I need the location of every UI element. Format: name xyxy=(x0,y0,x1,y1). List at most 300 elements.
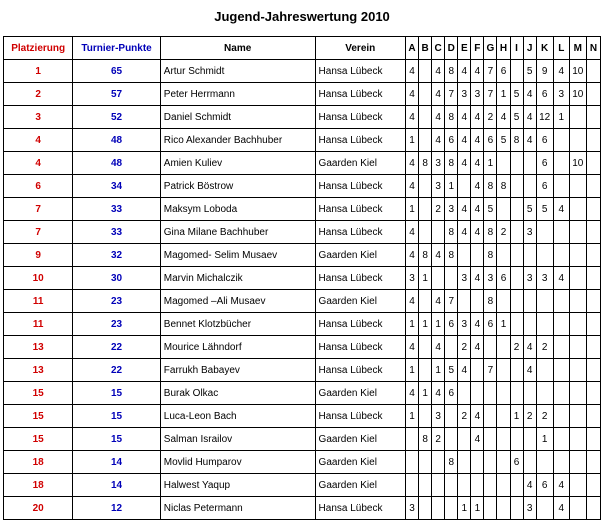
score-cell xyxy=(484,382,497,405)
score-cell xyxy=(569,244,586,267)
score-cell xyxy=(419,129,432,152)
score-cell: 4 xyxy=(432,83,445,106)
score-cell: 4 xyxy=(523,474,536,497)
score-cell: 4 xyxy=(406,382,419,405)
name-cell: Magomed –Ali Musaev xyxy=(160,290,315,313)
name-cell: Amien Kuliev xyxy=(160,152,315,175)
score-cell xyxy=(445,474,458,497)
score-cell: 4 xyxy=(497,106,510,129)
score-cell xyxy=(523,152,536,175)
score-cell xyxy=(553,221,569,244)
score-cell xyxy=(458,428,471,451)
score-cell xyxy=(536,290,553,313)
score-cell: 2 xyxy=(523,405,536,428)
club-cell: Gaarden Kiel xyxy=(315,152,405,175)
score-cell: 4 xyxy=(471,60,484,83)
rank-cell: 11 xyxy=(4,290,73,313)
score-cell: 10 xyxy=(569,152,586,175)
score-cell: 5 xyxy=(536,198,553,221)
score-cell xyxy=(569,198,586,221)
score-cell xyxy=(553,129,569,152)
name-cell: Patrick Böstrow xyxy=(160,175,315,198)
score-cell xyxy=(586,359,600,382)
score-cell xyxy=(586,382,600,405)
score-cell: 4 xyxy=(406,290,419,313)
score-cell: 3 xyxy=(536,267,553,290)
points-cell: 57 xyxy=(73,83,160,106)
score-cell: 8 xyxy=(419,428,432,451)
score-cell: 2 xyxy=(432,198,445,221)
header-name: Name xyxy=(160,37,315,60)
score-cell xyxy=(419,198,432,221)
header-game: E xyxy=(458,37,471,60)
score-cell xyxy=(586,497,600,520)
score-cell xyxy=(523,382,536,405)
table-row xyxy=(4,221,601,244)
score-cell: 8 xyxy=(484,221,497,244)
score-cell: 1 xyxy=(406,405,419,428)
score-cell xyxy=(510,474,523,497)
club-cell: Hansa Lübeck xyxy=(315,60,405,83)
score-cell: 6 xyxy=(536,83,553,106)
score-cell xyxy=(553,382,569,405)
score-cell: 1 xyxy=(432,313,445,336)
score-cell xyxy=(553,244,569,267)
points-cell: 33 xyxy=(73,221,160,244)
score-cell: 10 xyxy=(569,83,586,106)
score-cell xyxy=(586,405,600,428)
score-cell: 6 xyxy=(536,129,553,152)
score-cell: 7 xyxy=(484,60,497,83)
score-cell: 3 xyxy=(406,267,419,290)
score-cell xyxy=(523,244,536,267)
club-cell: Hansa Lübeck xyxy=(315,313,405,336)
score-cell xyxy=(586,221,600,244)
score-cell xyxy=(586,106,600,129)
name-cell: Luca-Leon Bach xyxy=(160,405,315,428)
score-cell: 8 xyxy=(497,175,510,198)
score-cell xyxy=(497,244,510,267)
score-cell xyxy=(419,175,432,198)
score-cell xyxy=(553,152,569,175)
table-row xyxy=(4,428,601,451)
name-cell: Niclas Petermann xyxy=(160,497,315,520)
score-cell: 12 xyxy=(536,106,553,129)
points-cell: 14 xyxy=(73,451,160,474)
score-cell xyxy=(445,336,458,359)
score-cell: 4 xyxy=(458,106,471,129)
score-cell xyxy=(569,290,586,313)
score-cell xyxy=(432,267,445,290)
rank-cell: 20 xyxy=(4,497,73,520)
score-cell: 2 xyxy=(536,336,553,359)
score-cell: 1 xyxy=(471,497,484,520)
club-cell: Gaarden Kiel xyxy=(315,451,405,474)
score-cell xyxy=(569,267,586,290)
score-cell xyxy=(432,451,445,474)
score-cell: 4 xyxy=(458,359,471,382)
score-cell: 8 xyxy=(484,290,497,313)
score-cell xyxy=(586,428,600,451)
score-cell xyxy=(471,359,484,382)
score-cell xyxy=(586,198,600,221)
score-cell xyxy=(432,474,445,497)
rank-cell: 18 xyxy=(4,451,73,474)
score-cell: 1 xyxy=(497,83,510,106)
score-cell: 4 xyxy=(553,497,569,520)
score-cell: 2 xyxy=(432,428,445,451)
score-cell: 4 xyxy=(471,221,484,244)
score-cell: 4 xyxy=(553,60,569,83)
score-cell xyxy=(586,60,600,83)
club-cell: Hansa Lübeck xyxy=(315,129,405,152)
score-cell xyxy=(419,336,432,359)
score-cell xyxy=(458,451,471,474)
score-cell xyxy=(586,244,600,267)
table-row xyxy=(4,83,601,106)
score-cell: 5 xyxy=(510,83,523,106)
score-cell: 8 xyxy=(445,244,458,267)
score-cell: 3 xyxy=(432,152,445,175)
score-cell xyxy=(406,428,419,451)
score-cell xyxy=(569,175,586,198)
score-cell: 4 xyxy=(406,106,419,129)
score-cell xyxy=(586,129,600,152)
score-cell xyxy=(484,428,497,451)
score-cell: 1 xyxy=(419,313,432,336)
points-cell: 32 xyxy=(73,244,160,267)
score-cell: 4 xyxy=(523,129,536,152)
score-cell: 4 xyxy=(553,267,569,290)
name-cell: Gina Milane Bachhuber xyxy=(160,221,315,244)
score-cell xyxy=(569,106,586,129)
table-row xyxy=(4,497,601,520)
score-cell xyxy=(510,428,523,451)
score-cell: 6 xyxy=(484,313,497,336)
score-cell: 8 xyxy=(419,152,432,175)
score-cell: 3 xyxy=(523,497,536,520)
score-cell: 4 xyxy=(432,106,445,129)
score-cell: 4 xyxy=(523,336,536,359)
score-cell xyxy=(510,198,523,221)
score-cell xyxy=(586,451,600,474)
points-cell: 33 xyxy=(73,198,160,221)
score-cell xyxy=(471,474,484,497)
score-cell: 7 xyxy=(484,83,497,106)
points-cell: 12 xyxy=(73,497,160,520)
club-cell: Gaarden Kiel xyxy=(315,244,405,267)
score-cell: 1 xyxy=(419,382,432,405)
club-cell: Hansa Lübeck xyxy=(315,106,405,129)
score-cell xyxy=(484,451,497,474)
score-cell: 1 xyxy=(406,198,419,221)
header-game: N xyxy=(586,37,600,60)
name-cell: Rico Alexander Bachhuber xyxy=(160,129,315,152)
score-cell xyxy=(536,313,553,336)
score-cell xyxy=(523,451,536,474)
rank-cell: 13 xyxy=(4,359,73,382)
score-cell: 3 xyxy=(553,83,569,106)
score-cell: 8 xyxy=(445,60,458,83)
points-cell: 22 xyxy=(73,359,160,382)
score-cell: 6 xyxy=(445,313,458,336)
score-cell xyxy=(484,497,497,520)
score-cell: 3 xyxy=(406,497,419,520)
name-cell: Movlid Humparov xyxy=(160,451,315,474)
score-cell: 6 xyxy=(497,60,510,83)
header-game: K xyxy=(536,37,553,60)
score-cell xyxy=(553,290,569,313)
score-cell xyxy=(523,175,536,198)
score-cell xyxy=(510,290,523,313)
table-row xyxy=(4,175,601,198)
score-cell xyxy=(471,382,484,405)
table-row xyxy=(4,313,601,336)
score-cell: 8 xyxy=(445,106,458,129)
rank-cell: 11 xyxy=(4,313,73,336)
score-cell xyxy=(569,221,586,244)
score-cell xyxy=(569,497,586,520)
score-cell: 1 xyxy=(553,106,569,129)
score-cell xyxy=(419,497,432,520)
score-cell xyxy=(458,175,471,198)
score-cell xyxy=(458,382,471,405)
score-cell: 4 xyxy=(523,359,536,382)
club-cell: Hansa Lübeck xyxy=(315,175,405,198)
score-cell: 4 xyxy=(471,405,484,428)
score-cell xyxy=(510,152,523,175)
score-cell xyxy=(497,290,510,313)
score-cell: 4 xyxy=(432,336,445,359)
score-cell xyxy=(553,451,569,474)
score-cell: 2 xyxy=(536,405,553,428)
name-cell: Salman Israilov xyxy=(160,428,315,451)
score-cell xyxy=(586,152,600,175)
score-cell: 4 xyxy=(432,290,445,313)
points-cell: 48 xyxy=(73,129,160,152)
score-cell xyxy=(523,428,536,451)
score-cell: 4 xyxy=(471,129,484,152)
score-cell xyxy=(497,428,510,451)
score-cell: 1 xyxy=(497,313,510,336)
score-cell: 2 xyxy=(458,336,471,359)
rank-cell: 15 xyxy=(4,428,73,451)
club-cell: Gaarden Kiel xyxy=(315,382,405,405)
header-rank: Platzierung xyxy=(4,37,73,60)
club-cell: Hansa Lübeck xyxy=(315,405,405,428)
club-cell: Gaarden Kiel xyxy=(315,428,405,451)
score-cell: 4 xyxy=(471,198,484,221)
score-cell xyxy=(497,497,510,520)
table-row xyxy=(4,290,601,313)
score-cell xyxy=(536,221,553,244)
score-cell: 8 xyxy=(484,244,497,267)
score-cell xyxy=(553,405,569,428)
score-cell xyxy=(536,451,553,474)
points-cell: 34 xyxy=(73,175,160,198)
table-row xyxy=(4,474,601,497)
score-cell xyxy=(553,175,569,198)
score-cell xyxy=(510,313,523,336)
score-cell xyxy=(510,382,523,405)
club-cell: Hansa Lübeck xyxy=(315,83,405,106)
rank-cell: 4 xyxy=(4,152,73,175)
score-cell: 5 xyxy=(523,198,536,221)
score-cell xyxy=(484,405,497,428)
header-club: Verein xyxy=(315,37,405,60)
score-cell: 1 xyxy=(536,428,553,451)
score-cell xyxy=(419,474,432,497)
page-title: Jugend-Jahreswertung 2010 xyxy=(214,9,390,24)
score-cell xyxy=(510,267,523,290)
name-cell: Maksym Loboda xyxy=(160,198,315,221)
points-cell: 15 xyxy=(73,405,160,428)
ranking-rows xyxy=(4,60,601,520)
name-cell: Farrukh Babayev xyxy=(160,359,315,382)
header-game: I xyxy=(510,37,523,60)
score-cell: 4 xyxy=(406,175,419,198)
score-cell: 4 xyxy=(458,198,471,221)
header-game: M xyxy=(569,37,586,60)
score-cell: 1 xyxy=(458,497,471,520)
score-cell: 6 xyxy=(536,175,553,198)
score-cell xyxy=(536,244,553,267)
score-cell xyxy=(445,405,458,428)
club-cell: Hansa Lübeck xyxy=(315,267,405,290)
rank-cell: 9 xyxy=(4,244,73,267)
score-cell: 4 xyxy=(432,129,445,152)
club-cell: Gaarden Kiel xyxy=(315,474,405,497)
score-cell xyxy=(510,175,523,198)
score-cell: 2 xyxy=(484,106,497,129)
score-cell xyxy=(419,106,432,129)
score-cell: 4 xyxy=(406,221,419,244)
score-cell: 4 xyxy=(432,382,445,405)
score-cell: 4 xyxy=(471,336,484,359)
score-cell: 4 xyxy=(406,83,419,106)
score-cell xyxy=(569,428,586,451)
score-cell: 3 xyxy=(523,267,536,290)
score-cell xyxy=(406,451,419,474)
score-cell: 1 xyxy=(406,359,419,382)
score-cell xyxy=(445,267,458,290)
score-cell xyxy=(586,267,600,290)
score-cell xyxy=(497,382,510,405)
score-cell: 4 xyxy=(523,106,536,129)
rank-cell: 7 xyxy=(4,221,73,244)
club-cell: Hansa Lübeck xyxy=(315,198,405,221)
club-cell: Hansa Lübeck xyxy=(315,359,405,382)
score-cell xyxy=(569,382,586,405)
points-cell: 22 xyxy=(73,336,160,359)
score-cell: 4 xyxy=(432,60,445,83)
ranking-table xyxy=(3,36,601,520)
score-cell: 4 xyxy=(471,313,484,336)
table-row xyxy=(4,336,601,359)
name-cell: Burak Olkac xyxy=(160,382,315,405)
score-cell: 3 xyxy=(432,405,445,428)
points-cell: 65 xyxy=(73,60,160,83)
score-cell: 4 xyxy=(471,267,484,290)
rank-cell: 15 xyxy=(4,405,73,428)
score-cell: 4 xyxy=(406,336,419,359)
score-cell xyxy=(419,290,432,313)
score-cell: 1 xyxy=(406,129,419,152)
score-cell: 3 xyxy=(471,83,484,106)
score-cell xyxy=(419,359,432,382)
table-row xyxy=(4,267,601,290)
score-cell xyxy=(471,451,484,474)
score-cell xyxy=(497,405,510,428)
score-cell xyxy=(419,83,432,106)
score-cell xyxy=(569,336,586,359)
score-cell xyxy=(497,359,510,382)
score-cell xyxy=(510,497,523,520)
score-cell xyxy=(523,313,536,336)
table-row xyxy=(4,60,601,83)
score-cell: 2 xyxy=(510,336,523,359)
score-cell xyxy=(569,451,586,474)
score-cell xyxy=(406,474,419,497)
score-cell: 7 xyxy=(484,359,497,382)
score-cell xyxy=(497,336,510,359)
club-cell: Hansa Lübeck xyxy=(315,221,405,244)
score-cell: 5 xyxy=(484,198,497,221)
score-cell: 6 xyxy=(445,129,458,152)
score-cell: 10 xyxy=(569,60,586,83)
score-cell xyxy=(569,313,586,336)
score-cell xyxy=(419,451,432,474)
table-row xyxy=(4,129,601,152)
score-cell: 9 xyxy=(536,60,553,83)
score-cell xyxy=(586,336,600,359)
score-cell xyxy=(569,359,586,382)
score-cell: 3 xyxy=(445,198,458,221)
club-cell: Gaarden Kiel xyxy=(315,290,405,313)
name-cell: Mourice Lähndorf xyxy=(160,336,315,359)
score-cell xyxy=(586,474,600,497)
header-points: Turnier-Punkte xyxy=(73,37,160,60)
score-cell xyxy=(536,359,553,382)
score-cell: 8 xyxy=(510,129,523,152)
score-cell xyxy=(510,60,523,83)
header-game: B xyxy=(419,37,432,60)
score-cell xyxy=(523,290,536,313)
score-cell xyxy=(536,382,553,405)
score-cell: 6 xyxy=(536,152,553,175)
table-row xyxy=(4,244,601,267)
score-cell: 2 xyxy=(497,221,510,244)
score-cell xyxy=(432,497,445,520)
header-game: A xyxy=(406,37,419,60)
rank-cell: 18 xyxy=(4,474,73,497)
score-cell xyxy=(419,405,432,428)
score-cell xyxy=(497,451,510,474)
score-cell xyxy=(458,244,471,267)
rank-cell: 4 xyxy=(4,129,73,152)
score-cell: 6 xyxy=(536,474,553,497)
points-cell: 15 xyxy=(73,382,160,405)
score-cell xyxy=(569,474,586,497)
score-cell: 6 xyxy=(445,382,458,405)
score-cell: 1 xyxy=(484,152,497,175)
score-cell: 3 xyxy=(432,175,445,198)
score-cell: 4 xyxy=(471,106,484,129)
header-game: L xyxy=(553,37,569,60)
score-cell: 5 xyxy=(510,106,523,129)
score-cell: 6 xyxy=(484,129,497,152)
score-cell: 4 xyxy=(471,428,484,451)
